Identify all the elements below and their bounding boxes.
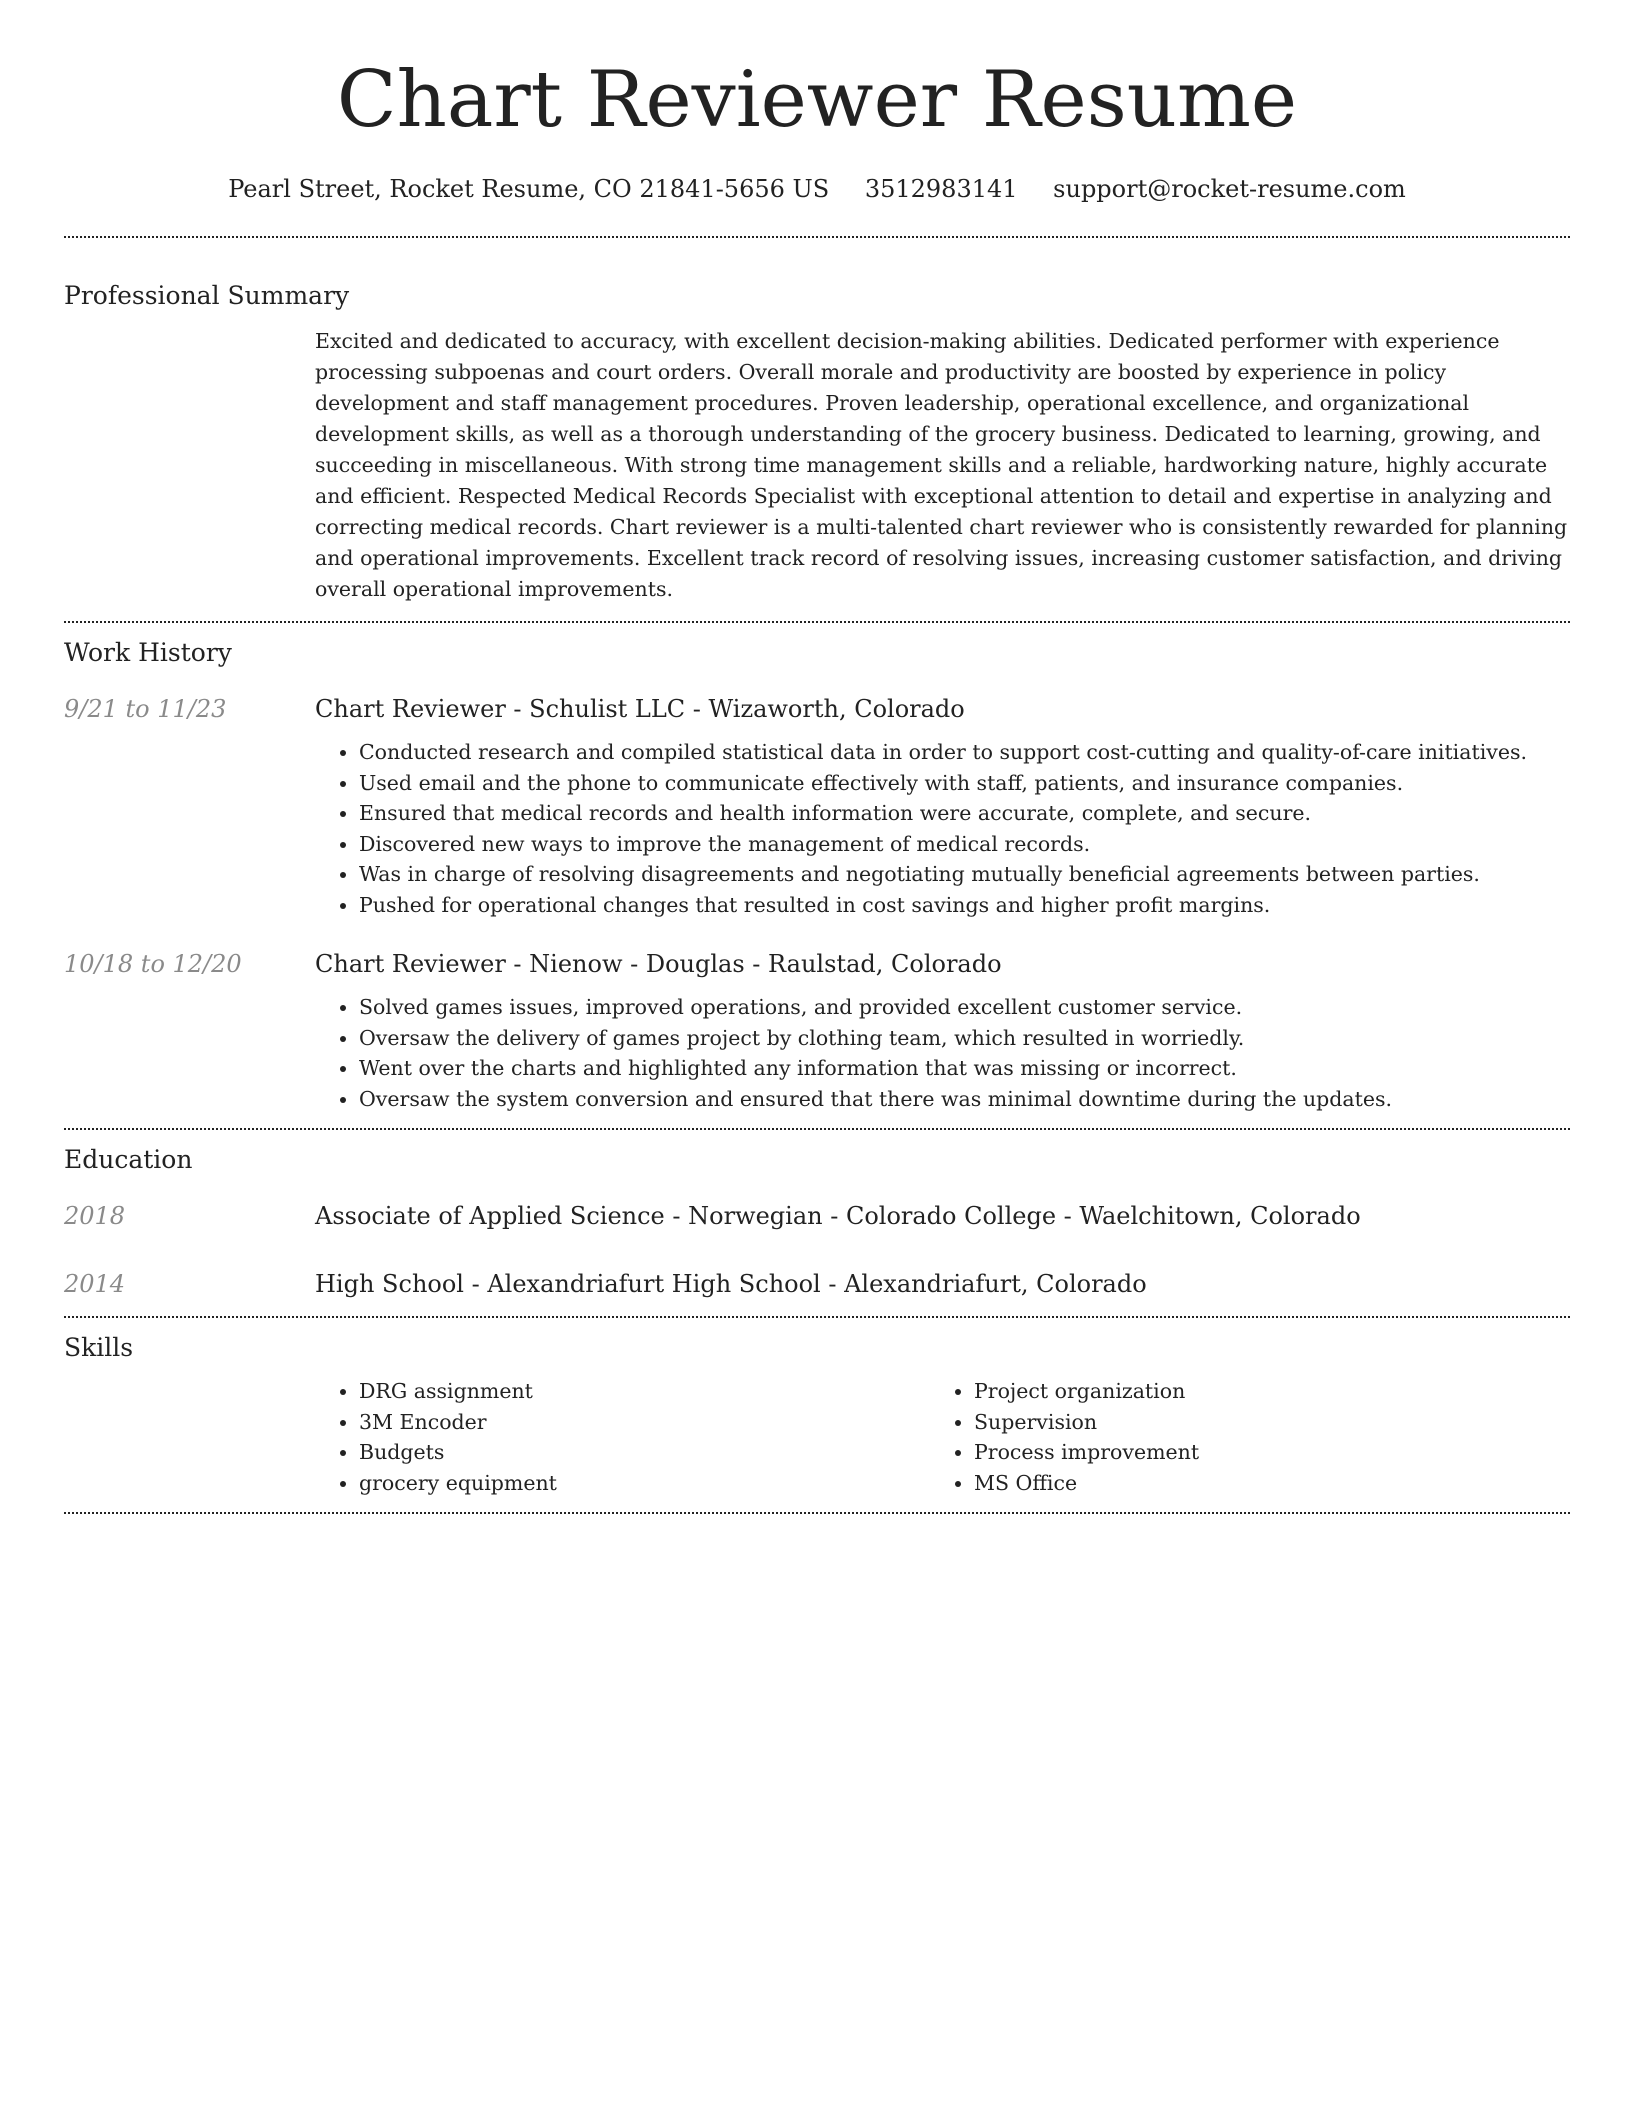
job-entry <box>64 946 1570 1114</box>
education-body <box>315 1266 1570 1302</box>
resume-page <box>64 0 1570 1514</box>
job-dates: 10/18 to 12/20 <box>64 950 242 978</box>
job-bullet: • Pushed for operational changes that resulted in cost savings and higher profit margins. <box>359 890 1570 921</box>
contact-line <box>64 172 1570 206</box>
section-title-summary: Professional Summary <box>64 281 350 310</box>
skill-item: • DRG assignment <box>359 1376 930 1407</box>
education-year: 2018 <box>64 1202 126 1230</box>
skill-item: • Process improvement <box>974 1437 1545 1468</box>
job-bullet: • Discovered new ways to improve the management of medical records. <box>359 829 1570 860</box>
divider <box>64 236 1570 238</box>
job-bullet: • Solved games issues, improved operations, and provided excellent customer service. <box>359 992 1570 1023</box>
job-dates: 9/21 to 11/23 <box>64 695 227 723</box>
summary-text: Excited and dedicated to accuracy, with excellent decision-making abilities. Dedicated performer with experience processing subpoenas and court orders. Overall morale and productivity are boosted by experience in policy development and staff management procedures. Proven leadership, operational excellence, and organizational development skills, as well as a thorough understanding of the grocery business. Dedicated to learning, growing, and succeeding in miscellaneous. With strong time management skills and a reliable, hardworking nature, highly accurate and efficient. Respected Medical Records Specialist with exceptional attention to detail and expertise in analyzing and correcting medical records. Chart reviewer is a multi-talented chart reviewer who is consistently rewarded for planning and operational improvements. Excellent track record of resolving issues, increasing customer satisfaction, and driving overall operational improvements. <box>315 329 1568 601</box>
divider <box>64 1512 1570 1514</box>
divider <box>64 1316 1570 1318</box>
education-entry <box>64 1266 1570 1302</box>
skill-item: • Project organization <box>974 1376 1545 1407</box>
skills-list <box>315 1376 1570 1498</box>
skill-item: • grocery equipment <box>359 1468 930 1499</box>
job-bullets <box>315 737 1570 920</box>
section-title-work-history: Work History <box>64 638 232 667</box>
skills-column-left <box>315 1376 930 1498</box>
divider <box>64 1128 1570 1130</box>
job-bullet: • Used email and the phone to communicate effectively with staff, patients, and insurance companies. <box>359 768 1570 799</box>
skill-item: • MS Office <box>974 1468 1545 1499</box>
skills-column-right <box>930 1376 1545 1498</box>
education-year: 2014 <box>64 1270 126 1298</box>
education-heading: Associate of Applied Science - Norwegian - Colorado College - Waelchitown, Colorado <box>315 1202 1361 1230</box>
education-heading: High School - Alexandriafurt High School - Alexandriafurt, Colorado <box>315 1270 1147 1298</box>
job-bullet: • Oversaw the delivery of games project by clothing team, which resulted in worriedly. <box>359 1023 1570 1054</box>
email: support@rocket-resume.com <box>1053 175 1406 203</box>
job-bullet: • Conducted research and compiled statistical data in order to support cost-cutting and quality-of-care initiatives. <box>359 737 1570 768</box>
skill-item: • Supervision <box>974 1407 1545 1438</box>
education-entry <box>64 1198 1570 1234</box>
job-bullet: • Went over the charts and highlighted any information that was missing or incorrect. <box>359 1053 1570 1084</box>
resume-title: Chart Reviewer Resume <box>336 55 1298 145</box>
job-entry <box>64 691 1570 920</box>
job-body <box>315 946 1570 1114</box>
job-bullet: • Oversaw the system conversion and ensured that there was minimal downtime during the updates. <box>359 1084 1570 1115</box>
phone: 3512983141 <box>864 175 1018 203</box>
education-body <box>315 1198 1570 1234</box>
section-title-education: Education <box>64 1145 193 1174</box>
job-bullet: • Ensured that medical records and health information were accurate, complete, and secure. <box>359 798 1570 829</box>
job-bullet: • Was in charge of resolving disagreements and negotiating mutually beneficial agreements between parties. <box>359 859 1570 890</box>
section-title-skills: Skills <box>64 1333 134 1362</box>
skill-item: • 3M Encoder <box>359 1407 930 1438</box>
job-bullets <box>315 992 1570 1114</box>
job-body <box>315 691 1570 920</box>
job-heading: Chart Reviewer - Schulist LLC - Wizaworth, Colorado <box>315 695 965 723</box>
address: Pearl Street, Rocket Resume, CO 21841-5656 US <box>228 175 830 203</box>
job-heading: Chart Reviewer - Nienow - Douglas - Raulstad, Colorado <box>315 950 1002 978</box>
skill-item: • Budgets <box>359 1437 930 1468</box>
divider <box>64 621 1570 623</box>
